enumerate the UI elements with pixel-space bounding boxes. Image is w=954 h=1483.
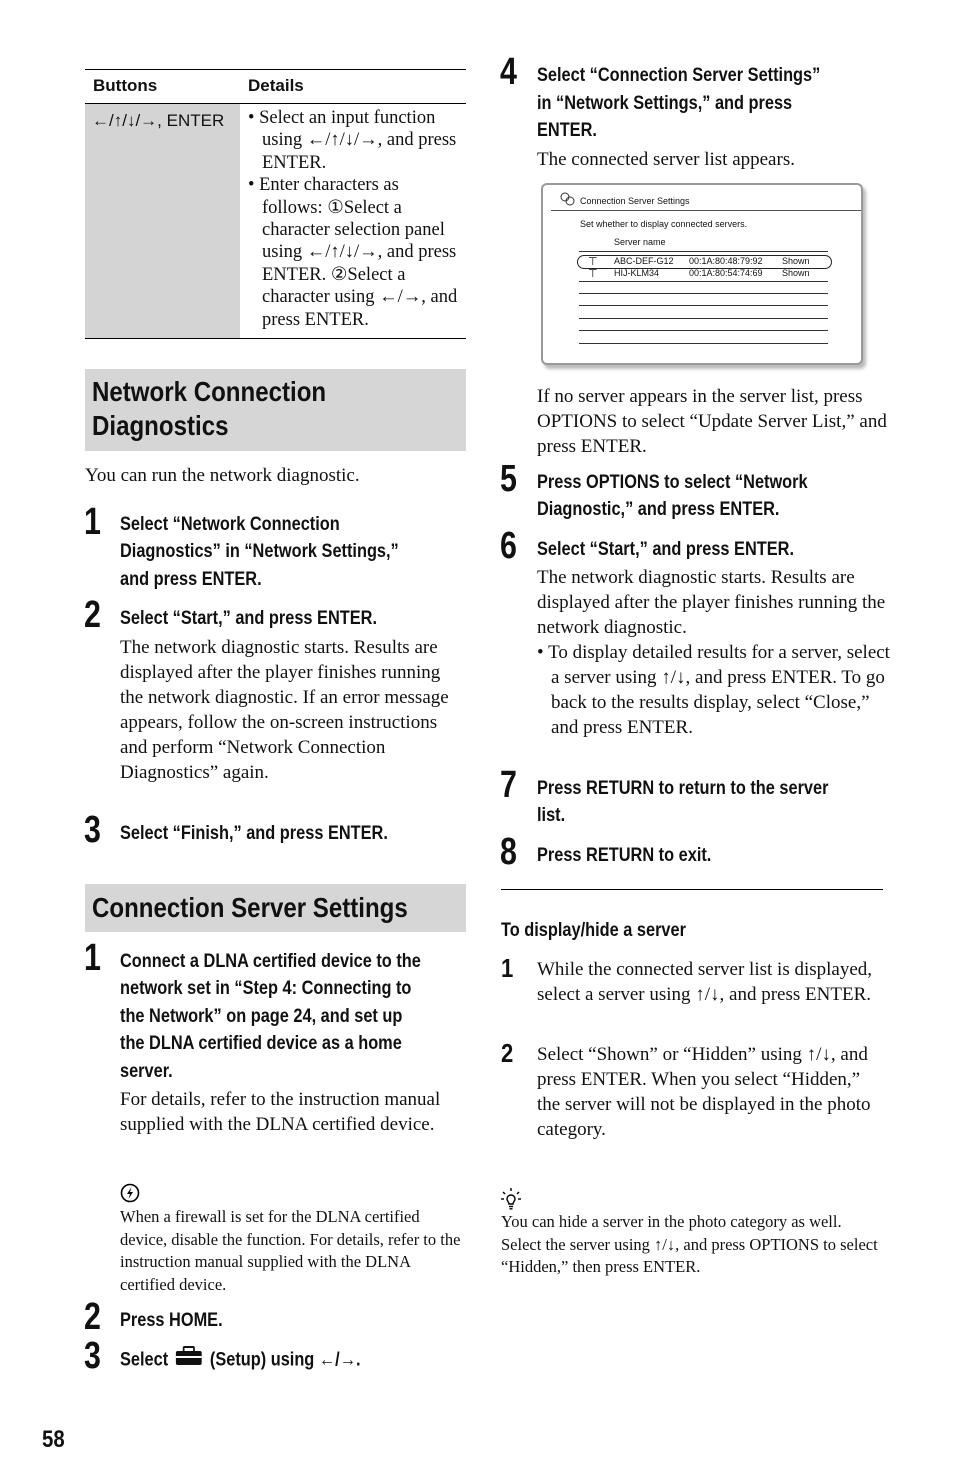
screen-title: Connection Server Settings	[580, 196, 690, 206]
css-step-2-line: Press HOME.	[120, 1310, 223, 1331]
note-icon	[120, 1183, 140, 1203]
server-mac: 00:1A:80:48:79:92	[689, 256, 763, 266]
table-buttons-value: ←/↑/↓/→, ENTER	[92, 111, 225, 130]
ncd-step-1-number: 1	[84, 501, 101, 543]
css-section-header	[85, 884, 466, 932]
css-step-1-line2: network set in “Step 4: Connecting to	[120, 978, 412, 999]
right-step-5-number: 5	[500, 458, 517, 500]
ncd-step-3-number: 3	[84, 809, 101, 851]
right-step-6-bullet: • To display detailed results for a server, select a server using ↑/↓, and press ENTER. To go back to the results display, select “Close,” and press ENTER.	[537, 642, 890, 738]
right-step-4-line2: in “Network Settings,” and press	[537, 93, 793, 114]
css-step-1-line3: the Network” on page 24, and set up	[120, 1006, 403, 1027]
right-step-8-number: 8	[500, 831, 517, 873]
server-row-2[interactable]	[577, 268, 830, 280]
right-step-7-number: 7	[500, 764, 517, 806]
server-settings-screen	[541, 183, 863, 365]
css-title: Connection Server Settings	[92, 892, 408, 923]
tip-text: You can hide a server in the photo category as well. Select the server using ↑/↓, and press OPTIONS to select “Hidden,” then press ENTER.	[501, 1212, 878, 1276]
server-mac: 00:1A:80:54:74:69	[689, 268, 763, 278]
ncd-step-1-line1: Select “Network Connection	[120, 514, 340, 535]
table-detail-2: • Enter characters as follows: ①Select a character selection panel using ←/↑/↓/→, and press ENTER. ②Select a character using ←/→, and press ENTER.	[248, 175, 458, 330]
button-table	[85, 69, 466, 339]
right-step-6-desc: The network diagnostic starts. Results are displayed after the player finishes running the network diagnostic.	[537, 567, 886, 638]
server-name: ABC-DEF-G12	[614, 256, 674, 266]
server-icon: ⊤	[588, 268, 598, 280]
server-status: Shown	[782, 256, 810, 266]
css-step-2-number: 2	[84, 1296, 101, 1338]
ncd-step-2-line1: Select “Start,” and press ENTER.	[120, 608, 377, 629]
right-step-4-line3: ENTER.	[537, 120, 597, 141]
right-step-4-number: 4	[500, 51, 517, 93]
right-step-8-line1: Press RETURN to exit.	[537, 845, 712, 866]
tip-icon	[501, 1188, 521, 1210]
right-after-screen: If no server appears in the server list, press OPTIONS to select “Update Server List,” and press ENTER.	[537, 386, 887, 457]
setup-icon	[175, 1346, 203, 1375]
right-step-4-line1: Select “Connection Server Settings”	[537, 65, 821, 86]
ncd-title-line1: Network Connection	[92, 376, 327, 407]
server-icon: ⊤	[588, 256, 598, 268]
right-step-5-line2: Diagnostic,” and press ENTER.	[537, 499, 780, 520]
right-step-4-desc: The connected server list appears.	[537, 149, 795, 170]
right-step-5-line1: Press OPTIONS to select “Network	[537, 472, 808, 493]
server-row-1[interactable]	[577, 255, 832, 269]
ncd-step-2-number: 2	[84, 594, 101, 636]
css-step-1-number: 1	[84, 937, 101, 979]
ncd-step-1-line3: and press ENTER.	[120, 569, 262, 590]
css-step-3-line: Select (Setup) using ←/→.	[120, 1346, 361, 1375]
sub-title: To display/hide a server	[501, 920, 686, 941]
sub-step-2-number: 2	[501, 1038, 514, 1068]
right-step-7-line1: Press RETURN to return to the server	[537, 778, 829, 799]
table-buttons-cell	[85, 104, 240, 338]
divider	[501, 889, 883, 890]
table-details-cell	[248, 107, 460, 331]
screen-col-header: Server name	[614, 237, 666, 247]
table-header-details: Details	[248, 76, 304, 95]
sub-step-1-text: While the connected server list is displayed, select a server using ↑/↓, and press ENTER.	[537, 959, 873, 1005]
ncd-title-line2: Diagnostics	[92, 410, 229, 441]
css-step-1-line5: server.	[120, 1061, 173, 1082]
screen-instruction: Set whether to display connected servers.	[580, 219, 748, 229]
right-step-6-line1: Select “Start,” and press ENTER.	[537, 539, 794, 560]
table-detail-1: • Select an input function using ←/↑/↓/→, and press ENTER.	[248, 108, 457, 173]
sub-step-2-text: Select “Shown” or “Hidden” using ↑/↓, and press ENTER. When you select “Hidden,” the server will not be displayed in the photo category.	[537, 1044, 871, 1140]
table-header-buttons: Buttons	[93, 76, 158, 95]
css-step-1-line1: Connect a DLNA certified device to the	[120, 951, 421, 972]
page-number: 58	[42, 1426, 65, 1453]
css-step-1-line4: the DLNA certified device as a home	[120, 1033, 402, 1054]
ncd-step-3-line1: Select “Finish,” and press ENTER.	[120, 823, 388, 844]
sub-step-1-number: 1	[501, 953, 514, 983]
ncd-step-1-line2: Diagnostics” in “Network Settings,”	[120, 541, 399, 562]
server-status: Shown	[782, 268, 810, 278]
ncd-intro: You can run the network diagnostic.	[85, 465, 360, 486]
ncd-section-header	[85, 369, 466, 451]
css-step-3-number: 3	[84, 1335, 101, 1377]
css-step-1-desc: For details, refer to the instruction manual supplied with the DLNA certified device.	[120, 1089, 441, 1135]
right-step-6-number: 6	[500, 525, 517, 567]
network-settings-icon	[560, 192, 576, 206]
right-step-7-line2: list.	[537, 805, 566, 826]
server-name: HIJ-KLM34	[614, 268, 660, 278]
css-note: When a firewall is set for the DLNA certified device, disable the function. For details, refer to the instruction manual supplied with the DLNA certified device.	[120, 1207, 461, 1294]
ncd-step-2-desc: The network diagnostic starts. Results are displayed after the player finishes running the network diagnostic. If an error message appears, follow the on-screen instructions and perform “Network Connection Diagnostics” again.	[120, 637, 449, 783]
